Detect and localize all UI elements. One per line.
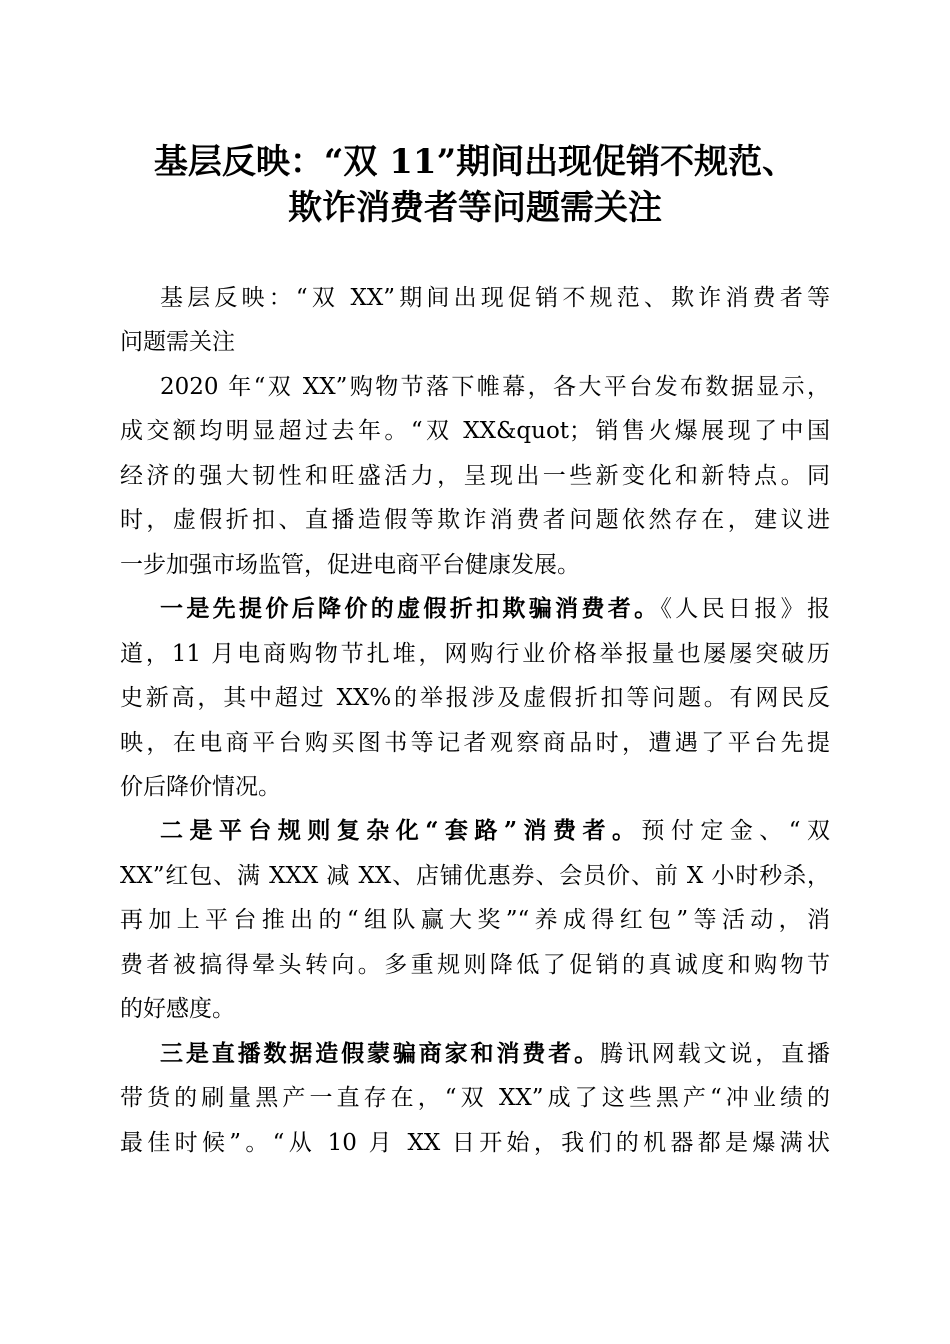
document-title-line-2: 欺诈消费者等问题需关注 [288,188,662,228]
paragraph-1-line-2: 问题需关注 [120,329,235,355]
paragraph-3-lead: 一是先提价后降价的虚假折扣欺骗消费者。 [160,595,661,622]
paragraph-2-line-3: 经济的强大韧性和旺盛活力，呈现出一些新变化和新特点。同 [120,463,830,489]
paragraph-2-line-5: 一步加强市场监管，促进电商平台健康发展。 [120,552,580,578]
paragraph-4-line-1 [160,816,830,846]
paragraph-2-line-1: 2020 年“双 XX”购物节落下帷幕，各大平台发布数据显示， [160,374,830,400]
paragraph-1-line-1: 基层反映：“双 XX”期间出现促销不规范、欺诈消费者等 [160,285,830,311]
paragraph-4-line-3: 再加上平台推出的“组队赢大奖”“养成得红包”等活动，消 [120,907,830,933]
paragraph-4-lead: 二是平台规则复杂化“套路”消费者。 [160,817,642,844]
paragraph-4-line-5: 的好感度。 [120,996,235,1022]
paragraph-4-line-4: 费者被搞得晕头转向。多重规则降低了促销的真诚度和购物节 [120,952,830,978]
paragraph-2-line-2: 成交额均明显超过去年。“双 XX&quot；销售火爆展现了中国 [120,418,830,444]
paragraph-3-line-4: 映，在电商平台购买图书等记者观察商品时，遭遇了平台先提 [120,730,830,756]
paragraph-3-line-3: 史新高，其中超过 XX%的举报涉及虚假折扣等问题。有网民反 [120,685,830,711]
paragraph-3-line-2: 道，11 月电商购物节扎堆，网购行业价格举报量也屡屡突破历 [120,641,830,667]
paragraph-3-line-1 [160,594,830,624]
paragraph-3-line-1-rest: 《人民日报》报 [660,596,831,622]
paragraph-5-lead: 三是直播数据造假蒙骗商家和消费者。 [160,1040,600,1067]
paragraph-5-line-1-rest: 腾讯网载文说，直播 [599,1041,831,1067]
paragraph-4-line-2: XX”红包、满 XXX 减 XX、店铺优惠券、会员价、前 X 小时秒杀， [120,863,830,889]
paragraph-5-line-1 [160,1039,830,1069]
paragraph-5-line-3: 最佳时候”。“从 10 月 XX 日开始，我们的机器都是爆满状 [120,1130,830,1156]
paragraph-3-line-5: 价后降价情况。 [120,774,281,800]
paragraph-2-line-4: 时，虚假折扣、直播造假等欺诈消费者问题依然存在，建议进 [120,507,830,533]
paragraph-5-line-2: 带货的刷量黑产一直存在，“双 XX”成了这些黑产“冲业绩的 [120,1085,830,1111]
document-title-line-1: 基层反映：“双 11”期间出现促销不规范、 [153,142,797,182]
paragraph-4-line-1-rest: 预付定金、“双 [641,818,830,844]
